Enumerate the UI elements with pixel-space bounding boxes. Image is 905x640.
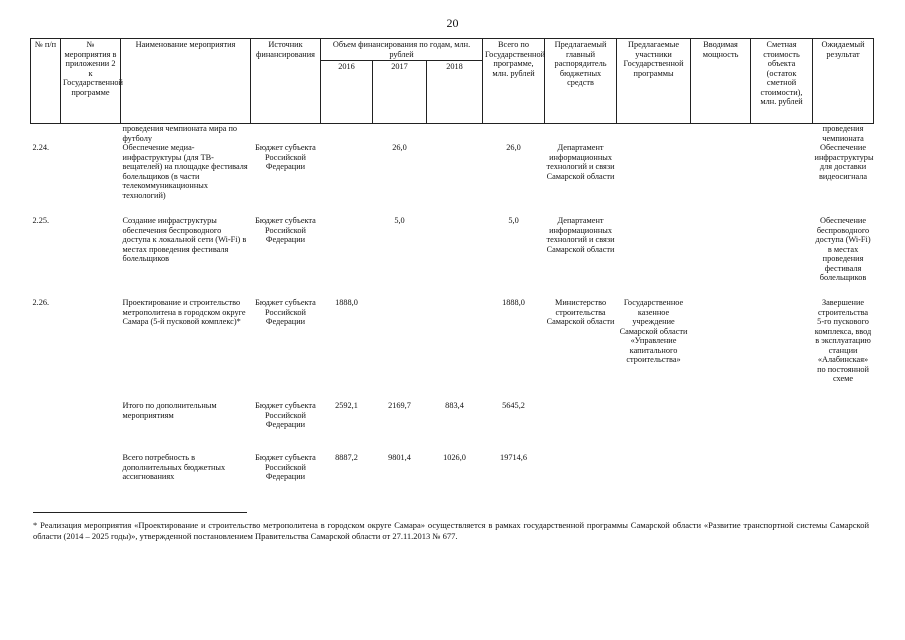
row-name: Обеспечение медиа-инфраструктуры (для ТВ-вещателей) на площадке фестиваля болельщиков (в части телекоммуникационных технологий) bbox=[122, 143, 248, 200]
row-num: 2.26. bbox=[32, 298, 50, 308]
totals-2018: 883,4 bbox=[445, 401, 464, 411]
header-cost: Сметная стоимость объекта (остаток сметной стоимости), млн. рублей bbox=[751, 39, 813, 124]
header-year-2017: 2017 bbox=[373, 61, 427, 124]
totals-2017: 2169,7 bbox=[388, 401, 411, 411]
row-result: Обеспечение инфраструктуры для доставки видеосигнала bbox=[814, 143, 874, 181]
table-row bbox=[31, 298, 874, 401]
row-2018 bbox=[427, 143, 483, 216]
totals-2016: 2592,1 bbox=[335, 401, 358, 411]
row-participants: Государственное казенное учреждение Самарской области «Управление капитального строительства» bbox=[619, 298, 688, 365]
header-name: Наименование мероприятия bbox=[121, 39, 251, 124]
row-manager: Департамент информационных технологий и связи Самарской области bbox=[546, 143, 615, 181]
totals-2016: 8887,2 bbox=[335, 453, 358, 463]
row-2018 bbox=[427, 298, 483, 401]
footnote: * Реализация мероприятия «Проектирование и строительство метрополитена в городском округе Самара» осуществляется в рамках государственной программы Самарской области «Развитие транспортной системы Самарской области (2014 – 2025 годы)», утвержденной постановлением Правительства Самарской области от 27.11.2013 № 677. bbox=[33, 520, 869, 542]
row-2016 bbox=[321, 216, 373, 298]
page-number: 20 bbox=[446, 16, 459, 30]
row-participants bbox=[617, 143, 691, 216]
totals-source: Бюджет субъекта Российской Федерации bbox=[255, 401, 316, 430]
row-2018 bbox=[427, 216, 483, 298]
header-source: Источник финансирования bbox=[251, 39, 321, 124]
header-capacity: Вводимая мощность bbox=[691, 39, 751, 124]
row-source: Бюджет субъекта Российской Федерации bbox=[255, 298, 316, 327]
row-2017 bbox=[373, 298, 427, 401]
row-total: 1888,0 bbox=[502, 298, 525, 308]
table-row bbox=[31, 216, 874, 298]
totals-row bbox=[31, 453, 874, 501]
header-year-2016: 2016 bbox=[321, 61, 373, 124]
header-funding: Объем финансирования по годам, млн. рублей bbox=[321, 39, 483, 61]
continuation-row bbox=[31, 124, 874, 144]
row-2016 bbox=[321, 143, 373, 216]
row-total: 26,0 bbox=[506, 143, 521, 153]
header-year-2018: 2018 bbox=[427, 61, 483, 124]
row-total: 5,0 bbox=[508, 216, 519, 226]
totals-name: Всего потребность в дополнительных бюджетных ассигнованиях bbox=[122, 453, 226, 482]
row-source: Бюджет субъекта Российской Федерации bbox=[255, 143, 316, 172]
table-row bbox=[31, 143, 874, 216]
row-num: 2.24. bbox=[32, 143, 50, 153]
totals-row bbox=[31, 401, 874, 453]
totals-2017: 9801,4 bbox=[388, 453, 411, 463]
row-name: Создание инфраструктуры обеспечения беспроводного доступа к локальной сети (Wi-Fi) в местах проведения фестиваля болельщиков bbox=[122, 216, 247, 264]
row-manager: Департамент информационных технологий и связи Самарской области bbox=[546, 216, 615, 254]
totals-2018: 1026,0 bbox=[443, 453, 466, 463]
header-result: Ожидаемый результат bbox=[813, 39, 874, 124]
continuation-result: проведения чемпионата bbox=[822, 124, 864, 143]
footnote-divider bbox=[33, 512, 247, 513]
header-app-num: № мероприятия в приложении 2 к Государственной программе bbox=[61, 39, 121, 124]
funding-table bbox=[30, 38, 874, 501]
totals-source: Бюджет субъекта Российской Федерации bbox=[255, 453, 316, 482]
row-name: Проектирование и строительство метрополитена в городском округе Самара (5-й пусковой комплекс)* bbox=[122, 298, 246, 327]
header-num: № п/п bbox=[31, 39, 61, 124]
header-total: Всего по Государственной программе, млн. рублей bbox=[483, 39, 545, 124]
row-participants bbox=[617, 216, 691, 298]
totals-total: 19714,6 bbox=[500, 453, 528, 463]
row-result: Обеспечение беспроводного доступа (Wi-Fi) в местах проведения фестиваля болельщиков bbox=[815, 216, 871, 283]
row-num: 2.25. bbox=[32, 216, 50, 226]
row-2017: 26,0 bbox=[392, 143, 407, 153]
row-result: Завершение строительства 5-го пускового комплекса, ввод в эксплуатацию станции «Алабинская» по постоянной схеме bbox=[814, 298, 872, 384]
row-2017: 5,0 bbox=[394, 216, 405, 226]
continuation-name: проведения чемпионата мира по футболу bbox=[122, 124, 238, 143]
row-2016: 1888,0 bbox=[335, 298, 358, 308]
row-manager: Министерство строительства Самарской области bbox=[546, 298, 615, 327]
totals-total: 5645,2 bbox=[502, 401, 525, 411]
row-source: Бюджет субъекта Российской Федерации bbox=[255, 216, 316, 245]
header-participants: Предлагаемые участники Государственной программы bbox=[617, 39, 691, 124]
header-manager: Предлагаемый главный распорядитель бюджетных средств bbox=[545, 39, 617, 124]
totals-name: Итого по дополнительным мероприятиям bbox=[122, 401, 217, 420]
